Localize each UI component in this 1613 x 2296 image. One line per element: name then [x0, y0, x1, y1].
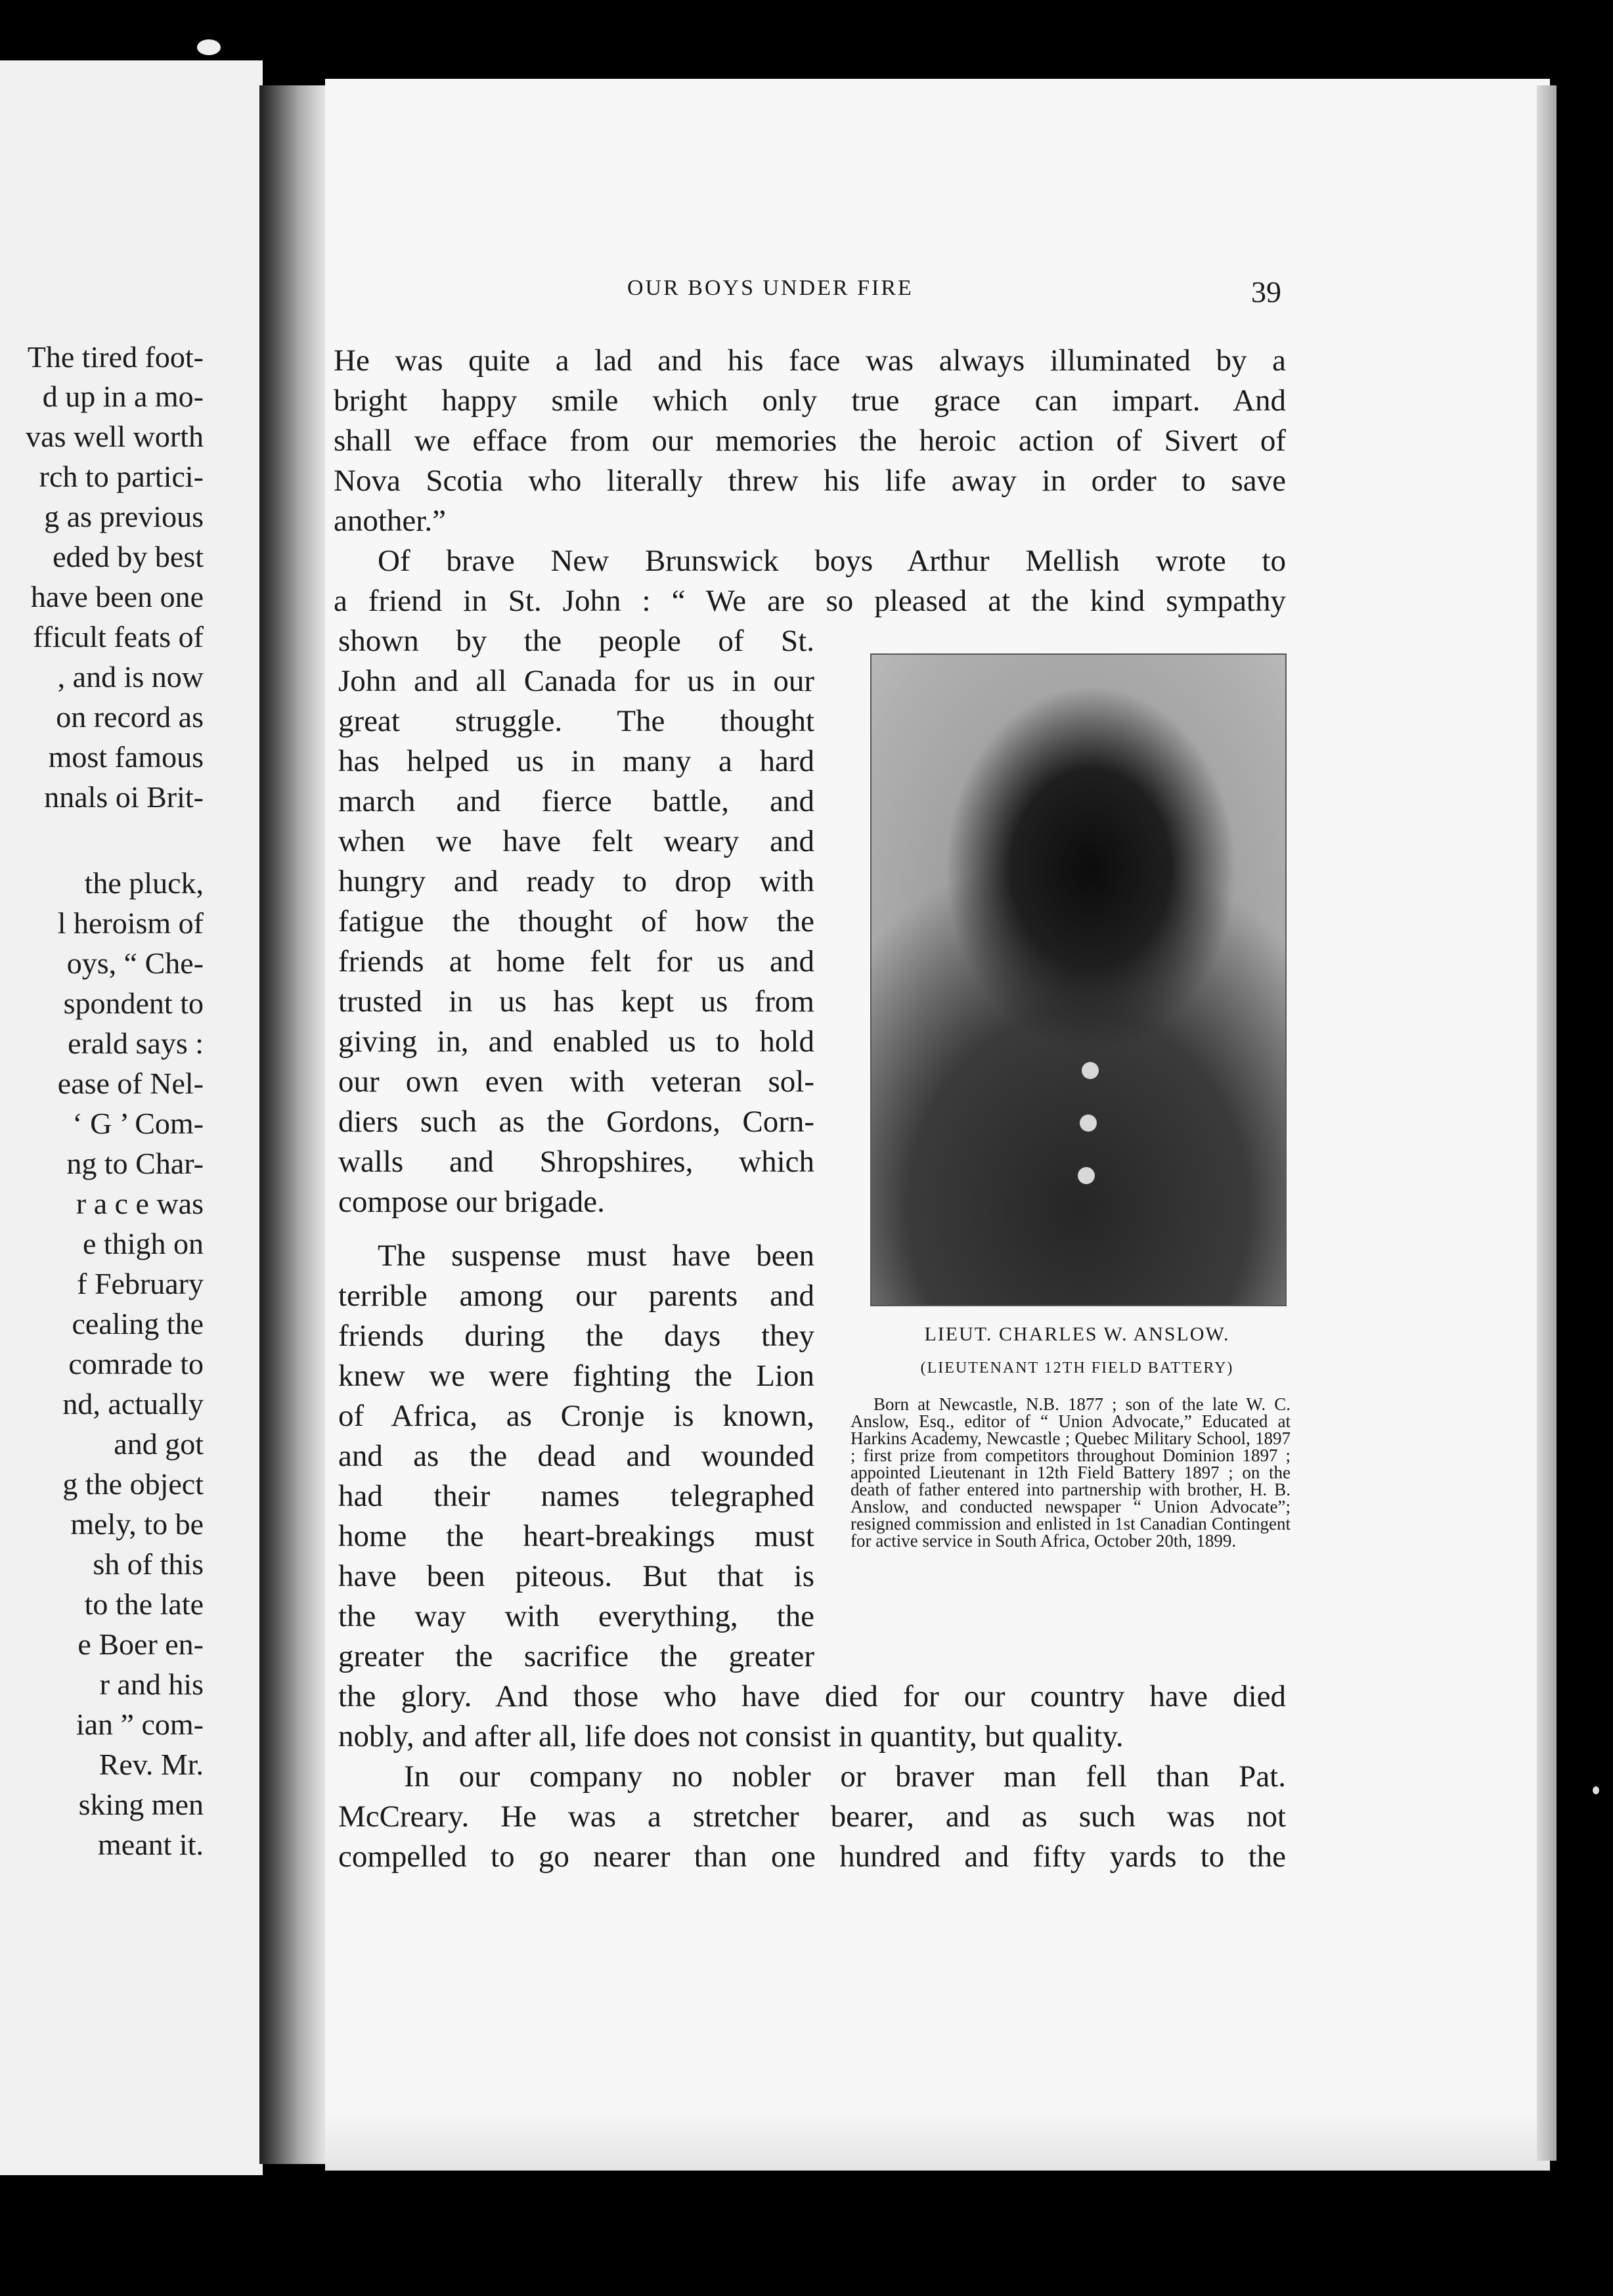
facing-page-line: oys, “ Che-: [66, 946, 204, 980]
facing-page-line: e Boer en-: [77, 1627, 204, 1661]
body-line: terrible among our parents and: [338, 1279, 814, 1313]
body-line: shall we efface from our memories the heroic action of Sivert of: [334, 424, 1286, 458]
body-line: had their names telegraphed: [338, 1479, 814, 1513]
facing-page-line: eded by best: [53, 540, 204, 573]
body-line: nobly, and after all, life does not consist in quantity, but quality.: [338, 1719, 1124, 1754]
facing-page-line: vas well worth: [26, 420, 204, 453]
body-line: knew we were fighting the Lion: [338, 1359, 814, 1393]
body-line: Nova Scotia who literally threw his life away in order to save: [334, 464, 1286, 498]
facing-page-line: spondent to: [63, 986, 204, 1020]
page-edge: [1537, 85, 1557, 2161]
facing-page-line: have been one: [30, 580, 204, 613]
figure-caption-subtitle: (LIEUTENANT 12TH FIELD BATTERY): [920, 1359, 1234, 1377]
body-line: fatigue the thought of how the: [338, 904, 814, 938]
facing-page-line: ian ” com-: [76, 1708, 204, 1741]
body-line: greater the sacrifice the greater: [338, 1639, 814, 1673]
body-line: trusted in us has kept us from: [338, 984, 814, 1019]
body-line: when we have felt weary and: [338, 824, 814, 858]
uniform-button: [1078, 1167, 1095, 1184]
facing-page: [0, 60, 263, 2175]
facing-page-line: and got: [114, 1427, 204, 1461]
book-gutter-shadow: [259, 85, 332, 2164]
facing-page-line: nd, actually: [62, 1387, 204, 1421]
facing-page-line: r and his: [99, 1667, 204, 1701]
facing-page-line: d up in a mo-: [42, 380, 204, 413]
body-line: shown by the people of St.: [338, 624, 814, 658]
body-line: diers such as the Gordons, Corn-: [338, 1105, 814, 1139]
uniform-button: [1082, 1062, 1099, 1079]
facing-page-line: g the object: [62, 1467, 204, 1501]
page-number: 39: [1251, 275, 1281, 309]
facing-page-line: fficult feats of: [33, 620, 204, 653]
body-line: bright happy smile which only true grace can impart. And: [334, 384, 1286, 418]
scan-speck: [197, 39, 221, 55]
body-line: The suspense must have been: [378, 1239, 814, 1273]
body-line: a friend in St. John : “ We are so pleased at the kind sympathy: [334, 584, 1286, 618]
body-line: has helped us in many a hard: [338, 744, 814, 778]
body-line: hungry and ready to drop with: [338, 864, 814, 898]
page-bottom-shadow: [325, 2108, 1550, 2171]
facing-page-line: the pluck,: [84, 866, 204, 900]
body-line: have been piteous. But that is: [338, 1559, 814, 1593]
facing-page-line: , and is now: [57, 660, 204, 694]
facing-page-line: comrade to: [68, 1347, 204, 1380]
body-line: home the heart-breakings must: [338, 1519, 814, 1553]
body-line: friends during the days they: [338, 1319, 814, 1353]
facing-page-line: on record as: [56, 700, 204, 734]
facing-page-line: most famous: [48, 740, 204, 774]
facing-page-line: e thigh on: [83, 1227, 204, 1260]
body-line: friends at home felt for us and: [338, 944, 814, 979]
facing-page-line: to the late: [84, 1587, 204, 1621]
body-line: great struggle. The thought: [338, 704, 814, 738]
body-line: the way with everything, the: [338, 1599, 814, 1633]
figure-caption-body: Born at Newcastle, N.B. 1877 ; son of the late W. C. Anslow, Esq., editor of “ Union Advocate,” Educated at Harkins Academy, Newcastle ; Quebec Military School, 1897 ; first prize from competitors throughout Dominion 1897 ; appointed Lieutenant in 12th Field Battery 1897 ; on the death of father entered into partnership with brother, H. B. Anslow, and conducted newspaper “ Union Advocate”; resigned commission and enlisted in 1st Canadian Contingent for active service in South Africa, October 20th, 1899.: [851, 1394, 1291, 1551]
facing-page-line: sking men: [78, 1788, 204, 1821]
facing-page-line: r a c e was: [76, 1187, 204, 1220]
facing-page-line: meant it.: [98, 1828, 204, 1861]
body-line: another.”: [334, 504, 446, 538]
body-line: march and fierce battle, and: [338, 784, 814, 818]
body-line: giving in, and enabled us to hold: [338, 1025, 814, 1059]
body-line: and as the dead and wounded: [338, 1439, 814, 1473]
body-line: compelled to go nearer than one hundred and fifty yards to the: [338, 1840, 1286, 1874]
body-line: John and all Canada for us in our: [338, 664, 814, 698]
uniform-button: [1080, 1115, 1097, 1132]
body-line: of Africa, as Cronje is known,: [338, 1399, 814, 1433]
scan-speck: [1593, 1786, 1599, 1794]
facing-page-line: nnals oi Brit-: [44, 780, 204, 814]
facing-page-line: g as previous: [44, 500, 204, 533]
facing-page-line: The tired foot-: [27, 340, 204, 374]
facing-page-line: mely, to be: [70, 1507, 204, 1541]
body-line: Of brave New Brunswick boys Arthur Mellish wrote to: [378, 544, 1286, 578]
facing-page-line: l heroism of: [57, 906, 204, 940]
body-line: He was quite a lad and his face was always illuminated by a: [334, 343, 1286, 378]
facing-page-line: cealing the: [72, 1307, 204, 1340]
body-line: compose our brigade.: [338, 1185, 605, 1219]
figure-caption-title: LIEUT. CHARLES W. ANSLOW.: [924, 1323, 1230, 1345]
portrait-photo: [870, 653, 1287, 1306]
facing-page-line: Rev. Mr.: [99, 1748, 204, 1781]
facing-page-line: ng to Char-: [66, 1147, 204, 1180]
facing-page-line: rch to partici-: [39, 460, 204, 493]
facing-page-line: f February: [77, 1267, 204, 1300]
body-line: McCreary. He was a stretcher bearer, and as such was not: [338, 1799, 1286, 1834]
facing-page-line: sh of this: [93, 1547, 204, 1581]
body-line: our own even with veteran sol-: [338, 1065, 814, 1099]
facing-page-line: erald says :: [68, 1027, 204, 1060]
running-title: OUR BOYS UNDER FIRE: [627, 276, 914, 300]
body-line: the glory. And those who have died for our country have died: [338, 1679, 1286, 1713]
facing-page-line: ‘ G ’ Com-: [72, 1107, 204, 1140]
facing-page-line: ease of Nel-: [57, 1067, 204, 1100]
body-line: In our company no nobler or braver man fell than Pat.: [404, 1759, 1286, 1794]
body-line: walls and Shropshires, which: [338, 1145, 814, 1179]
